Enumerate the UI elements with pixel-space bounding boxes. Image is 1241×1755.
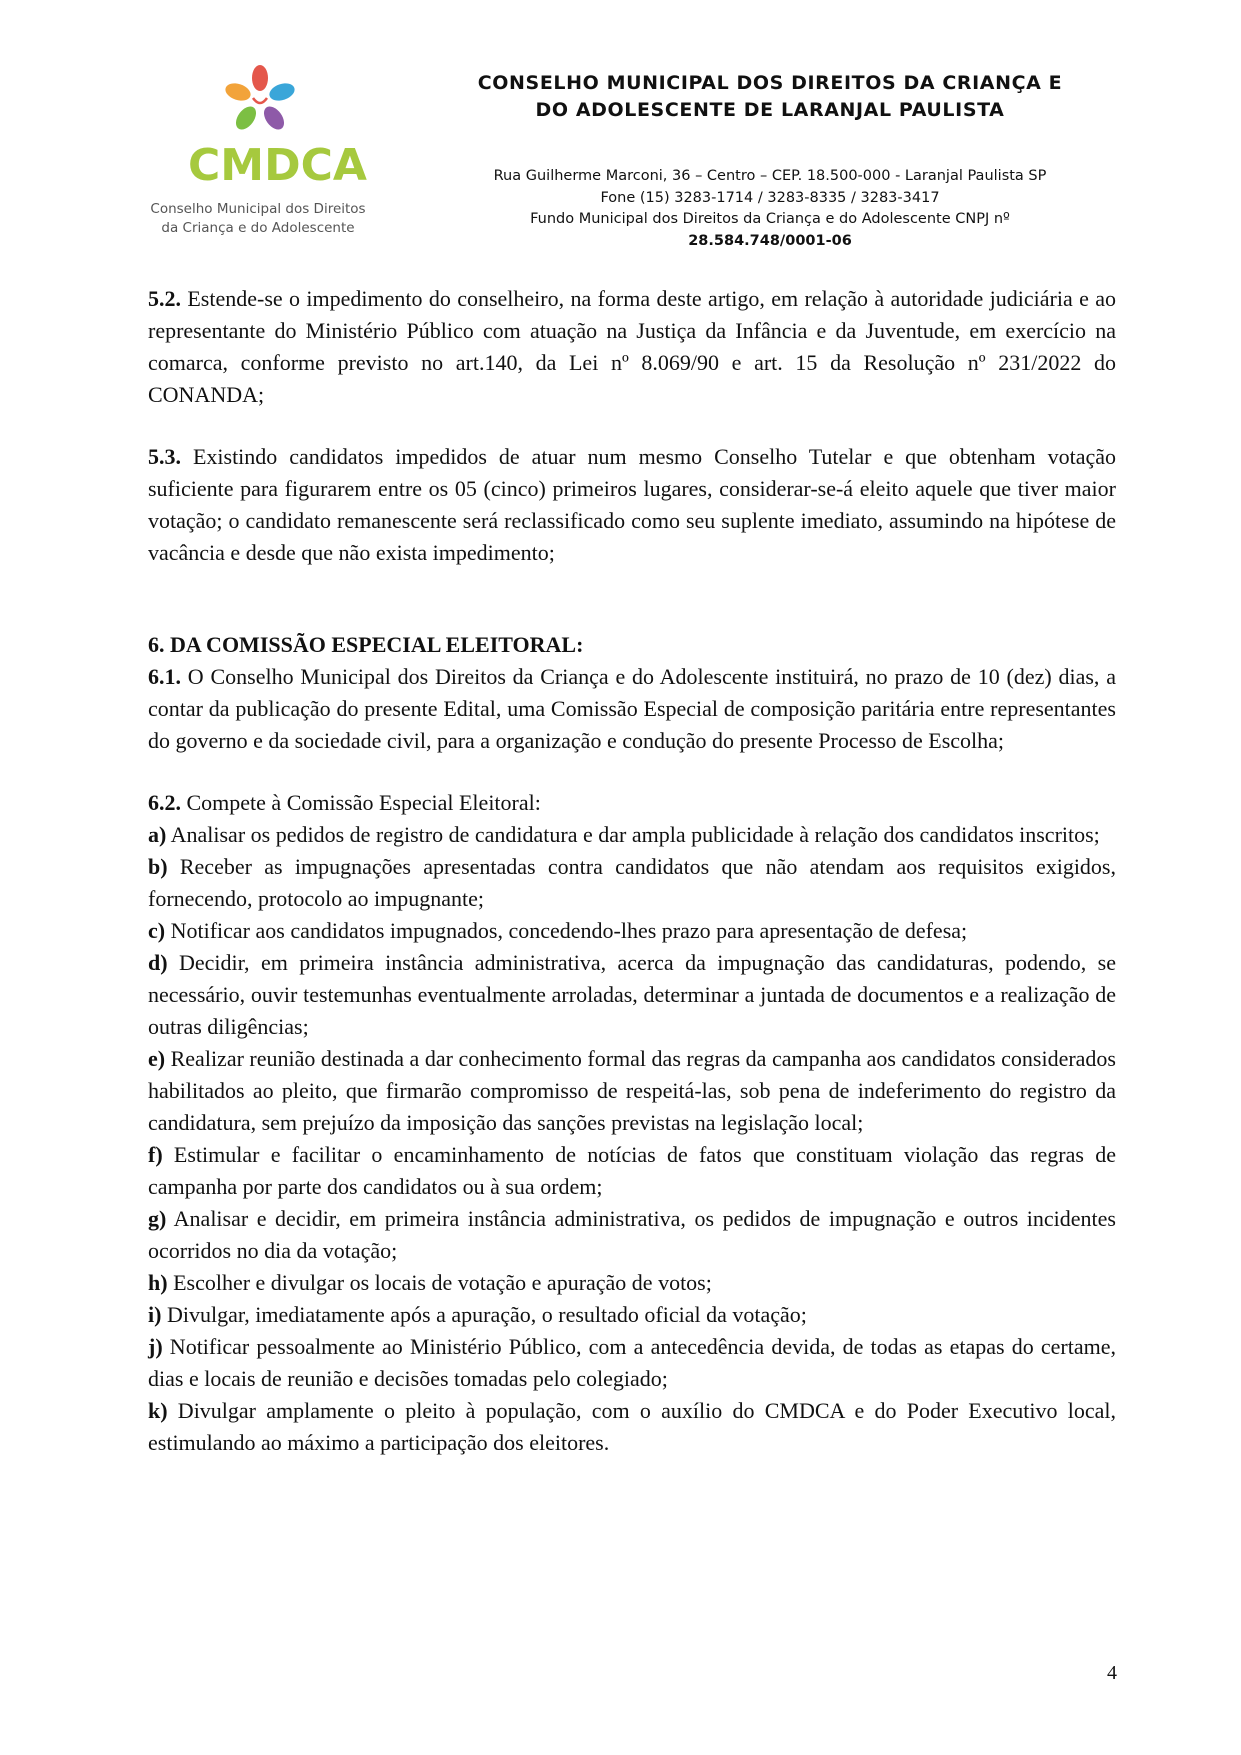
paragraph-6-1 (148, 661, 1116, 757)
address: Rua Guilherme Marconi, 36 – Centro – CEP. 18.500-000 - Laranjal Paulista SP (493, 168, 1047, 184)
paragraph-text: Estende-se o impedimento do conselheiro, na forma deste artigo, em relação à autoridade judiciária e ao representante do Ministério Público com atuação na Justiça da Infância e da Juventude, em exercício na comarca, conforme previsto no art.140, da Lei nº 8.069/90 e art. 15 da Resolução nº 231/2022 do CONANDA; (148, 286, 1116, 407)
paragraph-label: 6.2. (148, 790, 181, 815)
list-item-f: f) Estimular e facilitar o encaminhamento de notícias de fatos que constituam violação das regras de campanha por parte dos candidatos ou à sua ordem; (148, 1142, 1116, 1199)
hands-logo-icon (220, 60, 300, 140)
organization-title (430, 70, 1110, 124)
logo-brand-text: CMDCA (188, 140, 367, 191)
cnpj: 28.584.748/0001-06 (688, 232, 852, 249)
cmdca-logo (138, 60, 378, 250)
phone: Fone (15) 3283-1714 / 3283-8335 / 3283-3417 (600, 189, 940, 206)
list-item-j: j) Notificar pessoalmente ao Ministério Público, com a antecedência devida, de todas as etapas do certame, dias e locais de reunião e decisões tomadas pelo colegiado; (148, 1334, 1116, 1391)
document-body (148, 283, 1116, 1459)
paragraph-6-2 (148, 787, 1116, 819)
list-item-i: i) Divulgar, imediatamente após a apuração, o resultado oficial da votação; (148, 1302, 807, 1327)
logo-subtitle-line-1: Conselho Municipal dos Direitos (150, 201, 366, 217)
list-item-d: d) Decidir, em primeira instância administrativa, acerca da impugnação das candidaturas, podendo, se necessário, ouvir testemunhas eventualmente arroladas, determinar a juntada de documentos e a realização de outras diligências; (148, 950, 1116, 1039)
paragraph-label: 6.1. (148, 664, 181, 689)
paragraph-text: Existindo candidatos impedidos de atuar num mesmo Conselho Tutelar e que obtenham votação suficiente para figurarem entre os 05 (cinco) primeiros lugares, considerar-se-á eleito aquele que tiver maior votação; o candidato remanescente será reclassificado como seu suplente imediato, assumindo na hipótese de vacância e desde que não exista impedimento; (148, 444, 1116, 565)
paragraph-text: Compete à Comissão Especial Eleitoral: (181, 790, 541, 815)
paragraph-label: 5.3. (148, 444, 181, 469)
paragraph-5-3 (148, 441, 1116, 569)
paragraph-text: O Conselho Municipal dos Direitos da Criança e do Adolescente instituirá, no prazo de 10 (dez) dias, a contar da publicação do presente Edital, uma Comissão Especial de composição paritária entre representantes do governo e da sociedade civil, para a organização e condução do presente Processo de Escolha; (148, 664, 1116, 753)
list-item-k: k) Divulgar amplamente o pleito à população, com o auxílio do CMDCA e do Poder Executivo local, estimulando ao máximo a participação dos eleitores. (148, 1398, 1116, 1455)
list-item-a: a) Analisar os pedidos de registro de candidatura e dar ampla publicidade à relação dos candidatos inscritos; (148, 822, 1100, 847)
list-item-c: c) Notificar aos candidatos impugnados, concedendo-lhes prazo para apresentação de defesa; (148, 918, 968, 943)
paragraph-5-2 (148, 283, 1116, 411)
list-item-b: b) Receber as impugnações apresentadas contra candidatos que não atendam aos requisitos exigidos, fornecendo, protocolo ao impugnante; (148, 854, 1116, 911)
title-line-2: DO ADOLESCENTE DE LARANJAL PAULISTA (535, 99, 1005, 121)
page-number: 4 (1107, 1662, 1117, 1684)
logo-subtitle-line-2: da Criança e do Adolescente (161, 220, 355, 236)
list-item-g: g) Analisar e decidir, em primeira instância administrativa, os pedidos de impugnação e outros incidentes ocorridos no dia da votação; (148, 1206, 1116, 1263)
title-line-1: CONSELHO MUNICIPAL DOS DIREITOS DA CRIANÇA E (477, 72, 1063, 94)
fund-name: Fundo Municipal dos Direitos da Criança e do Adolescente CNPJ nº (530, 211, 1010, 227)
section-6-heading: 6. DA COMISSÃO ESPECIAL ELEITORAL: (148, 632, 584, 657)
organization-contact-info (420, 166, 1120, 252)
list-item-h: h) Escolher e divulgar os locais de votação e apuração de votos; (148, 1270, 712, 1295)
paragraph-label: 5.2. (148, 286, 181, 311)
logo-subtitle (138, 200, 378, 238)
list-item-e: e) Realizar reunião destinada a dar conhecimento formal das regras da campanha aos candidatos considerados habilitados ao pleito, que firmarão compromisso de respeitá-las, sob pena de indeferimento do registro da candidatura, sem prejuízo da imposição das sanções previstas na legislação local; (148, 1046, 1116, 1135)
